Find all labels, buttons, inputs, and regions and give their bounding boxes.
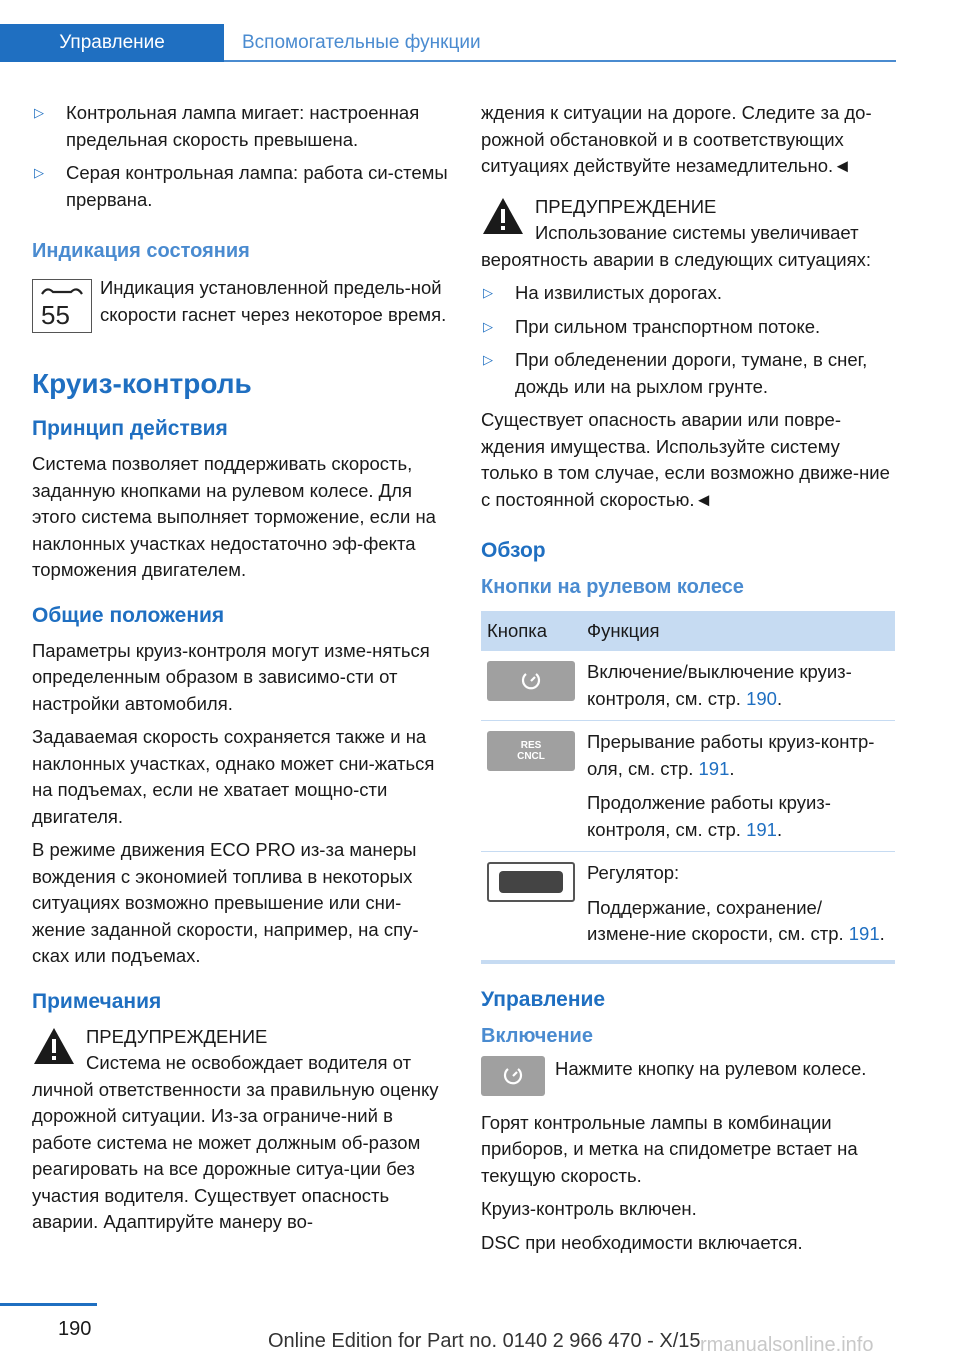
header-tab-active: Управление	[0, 24, 224, 62]
warning-text: личной ответственности за правильную оценку дорожной ситуации. Из-за ограниче-ний в работе система не может должным об-разом реагировать на все дорожные ситуа-ции без участия водителя. Существует опасность аварии. Адаптируйте манеру во-	[32, 1078, 439, 1232]
table-row: Включение/выключение круиз-контроля, см. стр. 190.	[481, 651, 895, 721]
left-column	[32, 100, 448, 1243]
bullet-triangle-icon: ▷	[34, 165, 44, 180]
table-header-button: Кнопка	[481, 611, 581, 651]
function-table	[481, 611, 895, 964]
table-row: Регулятор: Поддержание, сохранение/измене-ние скорости, см. стр. 191.	[481, 852, 895, 962]
table-header-function: Функция	[581, 611, 895, 651]
warning-title: ПРЕДУПРЕЖДЕНИЕ	[86, 1025, 268, 1047]
cruise-on-text: Круиз-контроль включен.	[481, 1198, 697, 1219]
notes-heading: Примечания	[32, 989, 162, 1013]
enable-text: Нажмите кнопку на рулевом колесе.	[555, 1057, 867, 1079]
general-paragraph: Параметры круиз-контроля могут изме-няться определенным образом в зависимо-сти от настройки автомобиля.	[32, 639, 430, 714]
bullet-triangle-icon: ▷	[483, 285, 493, 300]
footer-edition: Online Edition for Part no. 0140 2 966 470 - X/15	[268, 1330, 701, 1352]
page-title: Круиз-контроль	[32, 368, 252, 399]
lamps-text: Горят контрольные лампы в комбинации приборов, и метка на спидометре встает на текущую скорость.	[481, 1111, 858, 1186]
warning-block	[481, 194, 895, 274]
enable-heading: Включение	[481, 1024, 593, 1047]
speed-limit-indicator-icon	[32, 279, 92, 333]
warning-icon	[481, 196, 525, 236]
list-item: ▷ При сильном транспортном потоке.	[481, 314, 895, 341]
page-number: 190	[58, 1318, 92, 1340]
list-item: ▷ При обледенении дороги, тумане, в снег, дождь или на рыхлом грунте.	[481, 347, 895, 400]
page-number-rule	[0, 1303, 97, 1306]
bullet-triangle-icon: ▷	[34, 105, 44, 120]
page-link[interactable]: 191	[698, 757, 730, 779]
header-section-title: Вспомогательные функции	[242, 32, 481, 53]
status-text: Индикация установленной предель-ной скорости гаснет через некоторое время.	[100, 277, 447, 325]
right-column	[481, 100, 895, 1263]
dsc-text: DSC при необходимости включается.	[481, 1231, 803, 1253]
overview-heading: Обзор	[481, 539, 546, 562]
list-item: ▷ На извилистых дорогах.	[481, 280, 895, 307]
principle-text: Система позволяет поддерживать скорость, заданную кнопками на рулевом колесе. Для этого система выполняет торможение, если на наклонных участках недостаточно эф-фекта торможения двигателем.	[32, 453, 436, 580]
status-heading: Индикация состояния	[32, 240, 250, 262]
general-heading: Общие положения	[32, 603, 225, 627]
cruise-on-off-button-icon	[481, 1056, 545, 1096]
enable-row	[481, 1056, 895, 1096]
warning-first-line: Система не освобождает водителя от	[86, 1052, 412, 1073]
warning-title: ПРЕДУПРЕЖДЕНИЕ	[535, 195, 717, 217]
warning-first-line: Использование системы увеличивает	[535, 222, 859, 243]
svg-text:55: 55	[41, 300, 70, 330]
page-link[interactable]: 191	[746, 818, 777, 840]
warning-block	[32, 1024, 448, 1236]
page-link[interactable]: 190	[746, 687, 777, 709]
header-rule	[224, 60, 896, 62]
danger-text: Существует опасность аварии или повре-ждения имущества. Используйте систему только в том случае, если возможно движе-ние с постоянной скоростью.◄	[481, 409, 890, 510]
principle-heading: Принцип действия	[32, 417, 228, 440]
page-link[interactable]: 191	[848, 923, 880, 944]
bullet-triangle-icon: ▷	[483, 352, 493, 367]
general-paragraph: Задаваемая скорость сохраняется также и на наклонных участках, однако может сни-жаться на подъемах, если не хватает мощно-сти двигателя.	[32, 726, 435, 827]
status-row	[32, 275, 448, 333]
list-item: ▷ Серая контрольная лампа: работа си-стемы прервана.	[32, 160, 448, 213]
bullet-triangle-icon: ▷	[483, 318, 493, 334]
table-row: RES CNCL Прерывание работы круиз-контр-оля, см. стр. 191. Продолжение работы круиз-контроля, см. стр. 191.	[481, 721, 895, 852]
warning-text: вероятность аварии в следующих ситуациях:	[481, 248, 871, 270]
watermark: rmanualsonline.info	[700, 1334, 874, 1356]
res-cncl-button-icon: RES CNCL	[487, 731, 575, 771]
cruise-on-off-button-icon	[487, 661, 575, 701]
general-paragraph: В режиме движения ECO PRO из-за манеры вождения с экономией топлива в некоторых ситуациях возможно превышение или сни-жение заданной скорости, например, на спу-сках или подъемах.	[32, 839, 419, 966]
warning-icon	[32, 1026, 76, 1066]
speed-rocker-button-icon	[487, 862, 575, 902]
list-item: ▷ Контрольная лампа мигает: настроенная предельная скорость превышена.	[32, 100, 448, 153]
buttons-heading: Кнопки на рулевом колесе	[481, 576, 744, 598]
control-heading: Управление	[481, 987, 606, 1011]
warning-continuation: ждения к ситуации на дороге. Следите за до-рожной обстановкой и в соответствующих ситуациях действуйте незамедлительно.◄	[481, 102, 872, 176]
